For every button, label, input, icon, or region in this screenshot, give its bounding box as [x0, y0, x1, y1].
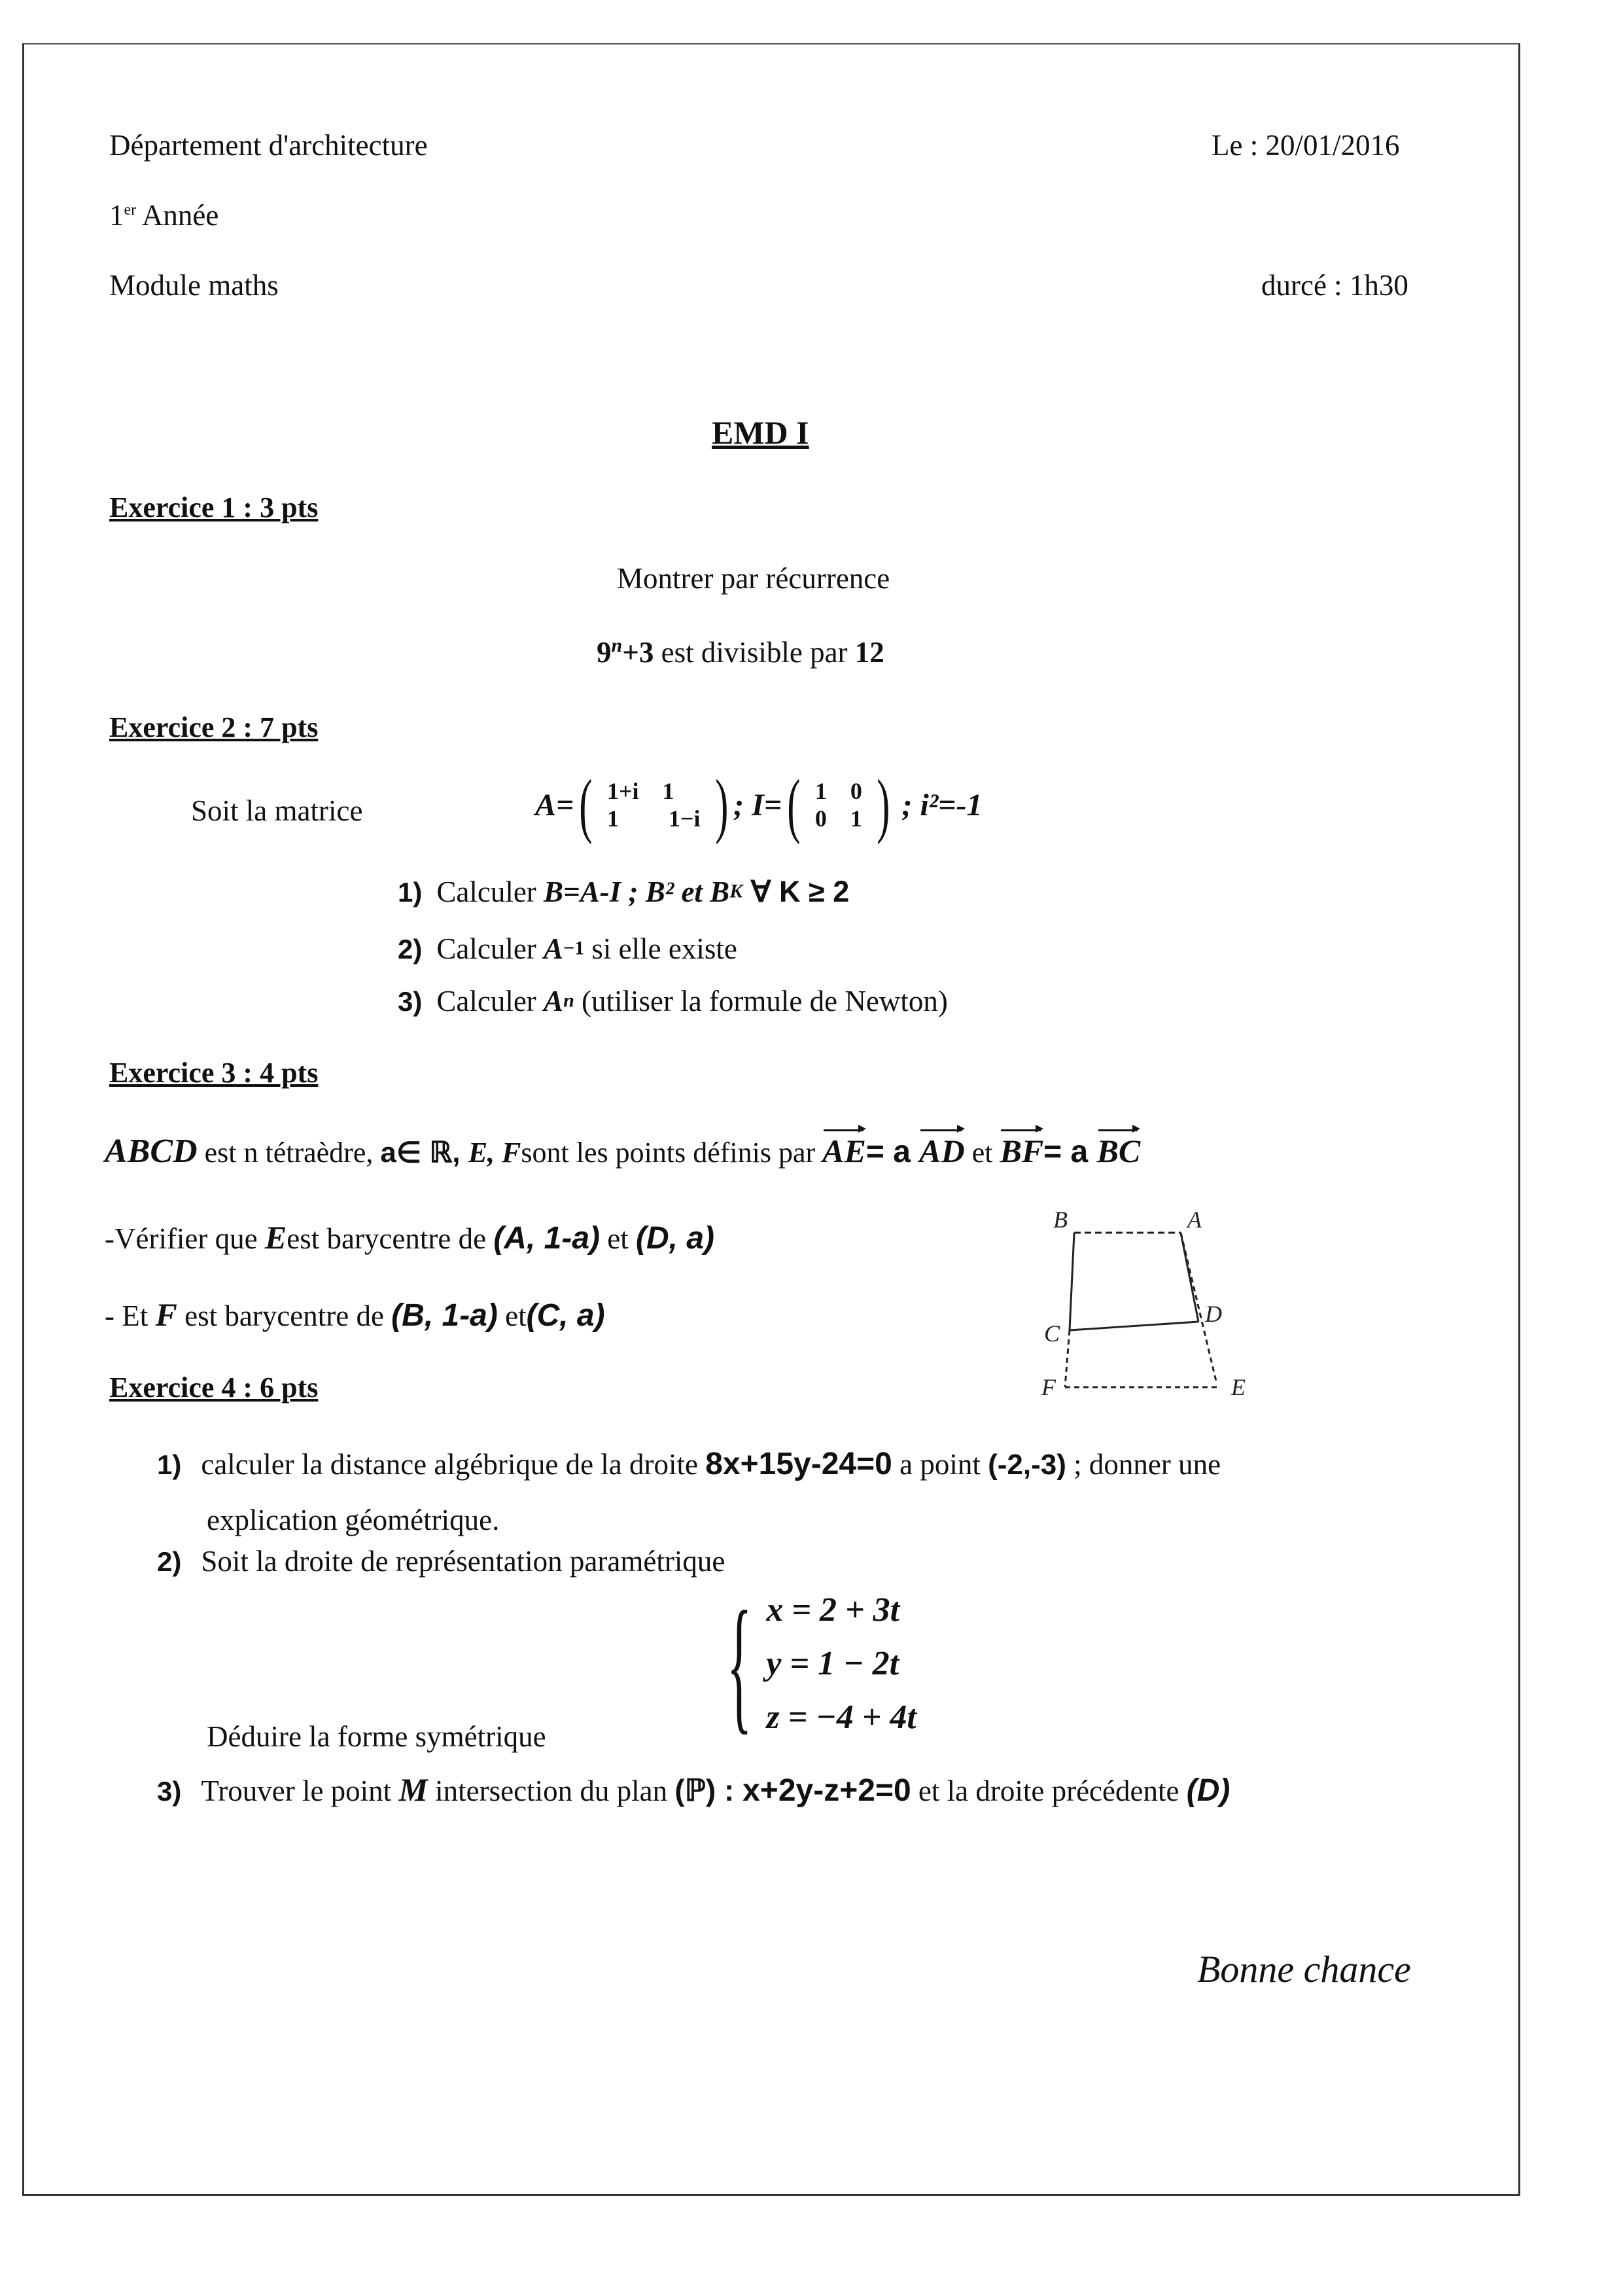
- exercise-4-item-2: 2) Soit la droite de représentation paramétrique: [157, 1545, 725, 1578]
- date-label: Le : 20/01/2016: [1212, 129, 1400, 162]
- exercise-3-question-2: - Et F est barycentre de (B, 1-a) et(C, a): [105, 1296, 605, 1333]
- system-brace: {: [726, 1580, 752, 1747]
- exercise-1-expression: $9^n+3$ est divisible par 12: [597, 635, 884, 669]
- exercise-2-heading: Exercice 2 : 7 pts: [109, 711, 319, 743]
- exercise-1-heading: Exercice 1 : 3 pts: [109, 491, 319, 523]
- tetrahedron-figure: [1021, 1204, 1269, 1413]
- exercise-3-question-1: -Vérifier que Eest barycentre de (A, 1-a) et (D, a): [105, 1219, 714, 1256]
- system-equation-x: x = 2 + 3t: [766, 1591, 900, 1629]
- exercise-4-item-3: 3) Trouver le point M intersection du plan (ℙ) : x+2y-z+2=0 et la droite précédente (D): [157, 1771, 1230, 1808]
- matrix-i: 1 0 0 1: [814, 778, 862, 832]
- exercise-4-item-2-line-2: Déduire la forme symétrique: [207, 1720, 546, 1753]
- parametric-system: [703, 1580, 916, 1747]
- closing-signature: Bonne chance: [1197, 1948, 1411, 1990]
- figure-label-c: C: [1044, 1320, 1060, 1347]
- page-border: [22, 43, 1520, 2196]
- exercise-3-statement: ABCD est n tétraèdre, a∈ ℝ, E, Fsont les points définis par AE= a AD et BF= a BC: [105, 1133, 1141, 1170]
- exercise-4-item-1: 1) calculer la distance algébrique de la droite 8x+15y-24=0 a point (-2,-3) ; donner une: [157, 1447, 1221, 1481]
- year-label: 1er Année: [109, 199, 219, 232]
- duration-label: durcé : 1h30: [1261, 269, 1408, 302]
- exercise-4-heading: Exercice 4 : 6 pts: [109, 1371, 319, 1404]
- system-equation-y: y = 1 − 2t: [766, 1645, 899, 1682]
- matrix-definition: A= ( 1+i 1 1 1−i ) ; I= ( 1 0 0 1 ) ; i²=-1: [535, 765, 983, 845]
- exercise-2-item-1: 1) Calculer B=A-I ; B² et $B^K$ ∀ K ≥ 2: [398, 875, 850, 908]
- exercise-2-item-2: 2) Calculer $A^{-1}$ si elle existe: [398, 932, 737, 965]
- figure-label-e: E: [1231, 1374, 1246, 1400]
- exercise-4-item-1-line-2: explication géométrique.: [207, 1504, 500, 1536]
- module-label: Module maths: [109, 269, 279, 302]
- exercise-2-intro: Soit la matrice: [191, 794, 363, 827]
- exam-title: EMD I: [712, 414, 809, 451]
- exercise-3-heading: Exercice 3 : 4 pts: [109, 1057, 319, 1089]
- figure-label-b: B: [1053, 1207, 1068, 1233]
- system-equation-z: z = −4 + 4t: [766, 1699, 916, 1736]
- figure-label-d: D: [1205, 1301, 1222, 1327]
- department-label: Département d'architecture: [109, 129, 428, 162]
- figure-label-f: F: [1041, 1374, 1056, 1400]
- exercise-2-item-3: 3) Calculer $A^n$ (utiliser la formule de Newton): [398, 985, 948, 1017]
- matrix-a: 1+i 1 1 1−i: [607, 778, 701, 832]
- exercise-1-line: Montrer par récurrence: [617, 562, 890, 595]
- figure-label-a: A: [1187, 1207, 1202, 1233]
